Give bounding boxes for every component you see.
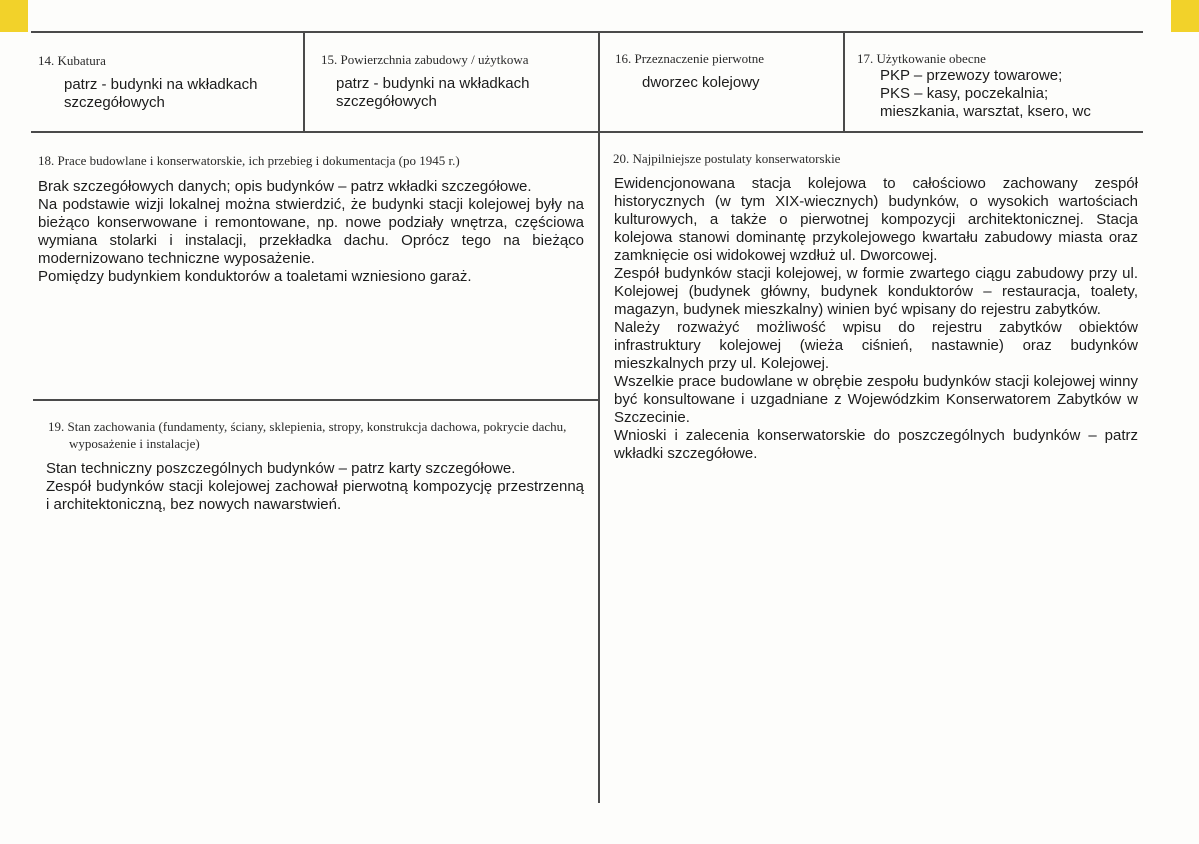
field-20-paragraph: Wszelkie prace budowlane w obrębie zespołu budynków stacji kolejowej winny być konsultowane i uzgadniane z Wojewódzkim Konserwatorem Zabytków w Szczecinie.: [614, 373, 1138, 426]
field-18-label: 18. Prace budowlane i konserwatorskie, ich przebieg i dokumentacja (po 1945 r.): [38, 153, 460, 168]
field-15-label: 15. Powierzchnia zabudowy / użytkowa: [321, 52, 529, 67]
field-18-text: [38, 178, 584, 286]
field-16-value: dworzec kolejowy: [642, 74, 760, 91]
column-divider: [598, 31, 600, 803]
field-14-value: patrz - budynki na wkładkach szczegółowych: [64, 76, 258, 111]
field-20-text: [614, 175, 1138, 463]
section-divider: [33, 399, 598, 401]
field-20-paragraph: Ewidencjonowana stacja kolejowa to całościowo zachowany zespół historycznych (w tym XIX-wiecznych) budynków, o wysokich wartościach kulturowych, a także o pierwotnej kompozycji architektonicznej. Stacja kolejowa stanowi dominantę przykolejowego kwartału zabudowy miasta oraz zamknięcie osi widokowej wzdłuż ul. Dworcowej.: [614, 175, 1138, 264]
row-divider: [31, 131, 1143, 133]
yellow-corner-mark: [1171, 0, 1199, 32]
field-16-label: 16. Przeznaczenie pierwotne: [615, 51, 765, 66]
field-17-line: mieszkania, warsztat, ksero, wc: [880, 103, 1091, 120]
field-19-paragraph: Zespół budynków stacji kolejowej zachował pierwotną kompozycję przestrzenną i architektoniczną, bez nowych nawarstwień.: [46, 478, 584, 513]
field-19-paragraph: Stan techniczny poszczególnych budynków – patrz karty szczegółowe.: [46, 460, 516, 477]
column-divider: [843, 31, 845, 133]
field-18-paragraph: Brak szczegółowych danych; opis budynków – patrz wkładki szczegółowe.: [38, 178, 532, 195]
field-20-paragraph: Wnioski i zalecenia konserwatorskie do poszczególnych budynków – patrz wkładki szczegółowe.: [614, 427, 1138, 462]
field-17-line: PKS – kasy, poczekalnia;: [880, 85, 1049, 102]
field-15-value: patrz - budynki na wkładkach szczegółowych: [336, 75, 530, 110]
column-divider: [303, 31, 305, 133]
yellow-corner-mark: [0, 0, 28, 32]
field-17-label: 17. Użytkowanie obecne: [857, 51, 986, 66]
field-20-paragraph: Zespół budynków stacji kolejowej, w formie zwartego ciągu zabudowy przy ul. Kolejowej (budynek główny, budynek konduktorów – restauracja, toalety, magazyn, budynek mieszkalny) winien być wpisany do rejestru zabytków.: [614, 265, 1138, 318]
field-19-text: [46, 460, 584, 514]
field-17-value: [880, 67, 1091, 121]
field-18-paragraph: Na podstawie wizji lokalnej można stwierdzić, że budynki stacji kolejowej były na bieżąco konserwowane i remontowane, np. nowe podziały wnętrza, częściowa wymiana stolarki i instalacji, przekładka dachu. Oprócz tego na bieżąco modernizowano techniczne wyposażenie.: [38, 196, 584, 267]
field-14-label: 14. Kubatura: [38, 53, 106, 68]
top-border: [31, 31, 1143, 33]
field-18-paragraph: Pomiędzy budynkiem konduktorów a toaletami wzniesiono garaż.: [38, 268, 472, 285]
field-20-paragraph: Należy rozważyć możliwość wpisu do rejestru zabytków obiektów infrastruktury kolejowej (wieża ciśnień, nastawnie) oraz budynków mieszkalnych przy ul. Kolejowej.: [614, 319, 1138, 372]
field-17-line: PKP – przewozy towarowe;: [880, 67, 1063, 84]
field-19-label: 19. Stan zachowania (fundamenty, ściany, sklepienia, stropy, konstrukcja dachowa, pokrycie dachu, wyposażenie i instalacje): [48, 419, 567, 451]
field-20-label: 20. Najpilniejsze postulaty konserwatorskie: [613, 151, 841, 166]
